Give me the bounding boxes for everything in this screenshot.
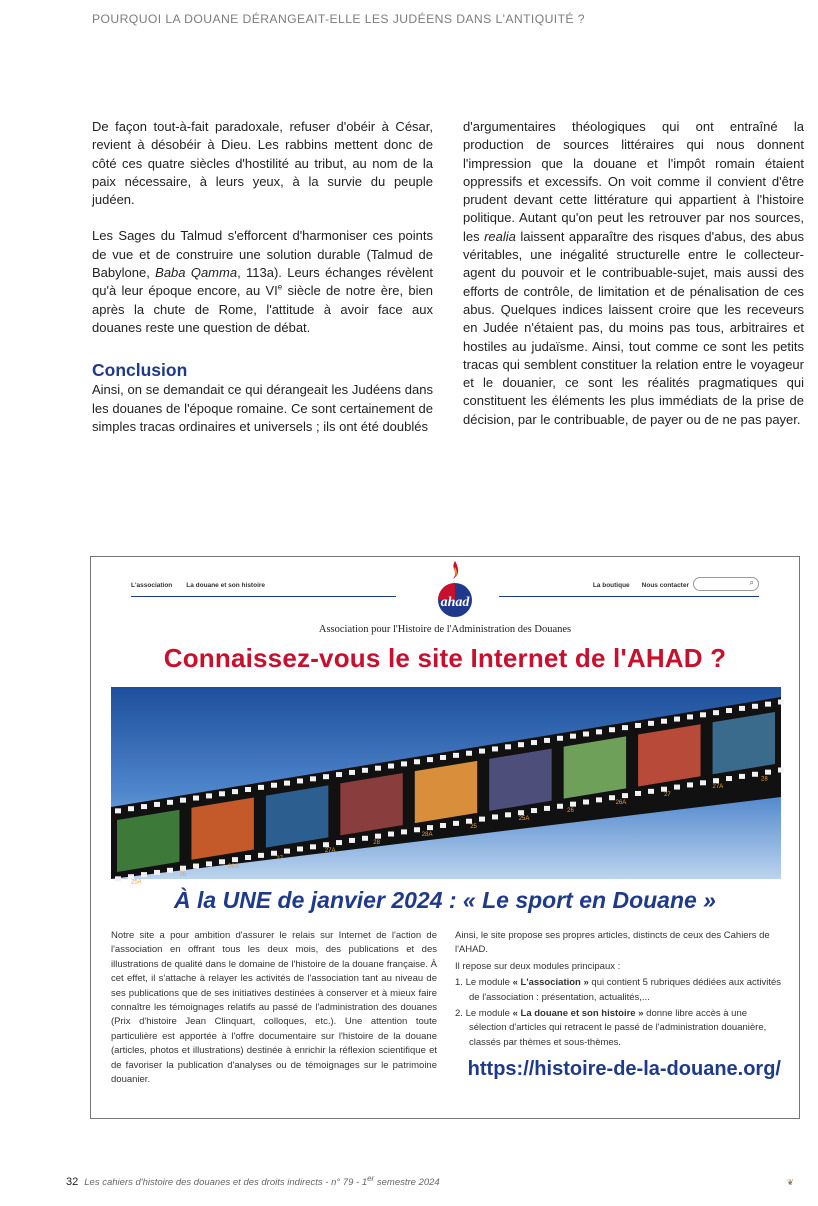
paragraph: Ainsi, on se demandait ce qui dérangeait les Judéens dans les douanes de l'époque romaine. Ce sont certainement de simples tracas ordinaires et universels ; ils ont été doublés (92, 382, 433, 434)
film-sprocket-hole (245, 787, 251, 792)
paragraph: De façon tout-à-fait paradoxale, refuser d'obéir à César, revient à désobéir à Dieu. Les rabbins mettent donc de côté ces quatre siècles d'hostilité au tribut, au nom de la paix nécessaire, à leurs yeux, à la survie du peuple judéen. (92, 119, 433, 208)
module-list (455, 976, 781, 1050)
film-sprocket-hole (193, 796, 199, 801)
film-sprocket-hole (336, 840, 342, 845)
film-sprocket-hole (739, 706, 745, 711)
film-sprocket-hole (414, 827, 420, 832)
film-sprocket-hole (687, 714, 693, 719)
film-sprocket-hole (492, 814, 498, 819)
paragraph: Les Sages du Talmud s'efforcent d'harmoniser ces points de vue et de construire une solution durable (Talmud de Babylone, Baba Qamma, 113a). Leurs échanges révèlent qu'à leur époque encore, au VIe siècle de notre ère, bien après la chute de Rome, l'attitude à avoir face aux douanes reste une question de débat. (92, 228, 434, 335)
film-sprocket-hole (622, 725, 628, 730)
film-sprocket-hole (752, 772, 758, 777)
film-sprocket-hole (154, 870, 160, 875)
film-sprocket-hole (583, 800, 589, 805)
film-sprocket-hole (388, 832, 394, 837)
ornament-icon: ❦ (787, 1178, 794, 1187)
ad-description: Notre site a pour ambition d'assurer le relais sur Internet de l'action de l'association en offrant tous les deux mois, des publications et des illustrations de qualité dans le domaine de l'histoire de la douane française. À cet effet, il s'attache à relayer les activités de l'association tant au niveau de ses publications que de ses initiatives destinées à conserver et à mieux faire connaître les témoignages relatifs au passé de l'administration des douanes (Prix d'histoire Jean Clinquart, colloques, etc.). Une attention toute particulière est apportée à l'offre documentaire sur l'histoire de la douane (articles, photos et illustrations) destinée à enrichir la réflexion scientifique et de favoriser la publication d'analyses ou de témoignages sur le patrimoine douanier. (111, 930, 437, 1086)
film-frame-photo (713, 712, 775, 774)
ad-modules (455, 929, 781, 1087)
film-sprocket-hole (635, 791, 641, 796)
ad-modules-lead: Il repose sur deux modules principaux : (455, 960, 621, 972)
film-sprocket-hole (661, 787, 667, 792)
film-sprocket-hole (609, 795, 615, 800)
film-sprocket-hole (570, 802, 576, 807)
film-sprocket-hole (258, 853, 264, 858)
film-sprocket-hole (115, 876, 121, 881)
film-sprocket-hole (206, 793, 212, 798)
film-sprocket-hole (310, 776, 316, 781)
film-frame-label: 25A (131, 879, 142, 886)
film-sprocket-hole (310, 844, 316, 849)
film-sprocket-hole (596, 729, 602, 734)
film-sprocket-hole (661, 719, 667, 724)
film-sprocket-hole (180, 866, 186, 871)
film-sprocket-hole (557, 736, 563, 741)
film-sprocket-hole (687, 782, 693, 787)
nav-divider (499, 596, 759, 597)
svg-text:ahad: ahad (440, 595, 470, 610)
ahad-advertisement (90, 556, 800, 1119)
film-sprocket-hole (271, 783, 277, 788)
film-frame-photo (564, 736, 626, 798)
film-sprocket-hole (388, 764, 394, 769)
film-frame-label: 26A (227, 863, 239, 870)
film-sprocket-hole (518, 742, 524, 747)
film-sprocket-hole (232, 857, 238, 862)
module-item: 1. Le module « L'association » qui contient 5 rubriques dédiées aux activités de l'association : présentation, actualités,... (455, 977, 782, 1003)
film-frame-photo (638, 724, 700, 786)
film-sprocket-hole (531, 740, 537, 745)
film-sprocket-hole (648, 789, 654, 794)
film-sprocket-hole (375, 834, 381, 839)
film-frame-label: 26A (615, 800, 627, 807)
film-sprocket-hole (505, 812, 511, 817)
film-sprocket-hole (284, 849, 290, 854)
ahad-logo-icon (433, 559, 477, 619)
nav-contact: Nous contacter (641, 582, 689, 589)
film-sprocket-hole (349, 770, 355, 775)
film-sprocket-hole (180, 798, 186, 803)
film-sprocket-hole (752, 704, 758, 709)
nav-boutique: La boutique (592, 582, 630, 589)
film-sprocket-hole (479, 749, 485, 754)
film-frame-photo (191, 798, 253, 860)
film-sprocket-hole (141, 872, 147, 877)
film-sprocket-hole (362, 768, 368, 773)
website-url: https://histoire-de-la-douane.org/ (467, 1058, 781, 1081)
film-frame-label: 28A (421, 831, 433, 838)
film-sprocket-hole (544, 738, 550, 743)
film-sprocket-hole (557, 804, 563, 809)
film-sprocket-hole (466, 819, 472, 824)
film-sprocket-hole (518, 810, 524, 815)
association-name: Association pour l'Histoire de l'Administration des Douanes (318, 624, 572, 635)
film-sprocket-hole (362, 836, 368, 841)
film-frame-label: 27A (324, 847, 336, 854)
film-sprocket-hole (778, 767, 784, 772)
film-sprocket-hole (765, 702, 771, 707)
film-sprocket-hole (726, 708, 732, 713)
article-body (92, 118, 804, 436)
ad-text-columns (111, 929, 781, 1087)
magnifier-icon: ⌕ (749, 578, 754, 587)
film-sprocket-hole (427, 757, 433, 762)
section-heading: Conclusion (92, 360, 188, 381)
film-sprocket-hole (141, 804, 147, 809)
film-frame-label: 26 (179, 871, 187, 878)
film-sprocket-hole (622, 793, 628, 798)
film-sprocket-hole (323, 774, 329, 779)
une-heading: À la UNE de janvier 2024 : « Le sport en Douane » (174, 887, 716, 913)
film-sprocket-hole (674, 717, 680, 722)
film-sprocket-hole (414, 759, 420, 764)
film-sprocket-hole (206, 861, 212, 866)
film-frame-label: 27A (712, 784, 724, 791)
film-sprocket-hole (349, 838, 355, 843)
film-sprocket-hole (258, 785, 264, 790)
search-box (693, 577, 759, 591)
film-sprocket-hole (232, 789, 238, 794)
film-frame-photo (489, 749, 551, 811)
film-sprocket-hole (128, 874, 134, 879)
film-sprocket-hole (713, 778, 719, 783)
film-sprocket-hole (297, 846, 303, 851)
italic-term: realia (484, 228, 516, 244)
article-column-right (463, 118, 804, 436)
film-sprocket-hole (765, 770, 771, 775)
film-sprocket-hole (375, 766, 381, 771)
film-sprocket-hole (427, 825, 433, 830)
film-sprocket-hole (609, 727, 615, 732)
film-sprocket-hole (492, 746, 498, 751)
article-column-left (92, 118, 433, 436)
film-sprocket-hole (245, 855, 251, 860)
film-sprocket-hole (193, 864, 199, 869)
film-frame-label: 28 (373, 839, 380, 846)
film-frame-photo (117, 810, 179, 872)
film-sprocket-hole (453, 821, 459, 826)
film-sprocket-hole (323, 842, 329, 847)
film-frame-label: 25A (518, 816, 530, 823)
running-header: POURQUOI LA DOUANE DÉRANGEAIT-ELLE LES JUDÉENS DANS L'ANTIQUITÉ ? (92, 12, 585, 26)
film-sprocket-hole (440, 755, 446, 760)
film-sprocket-hole (570, 734, 576, 739)
page-footer (66, 1173, 440, 1188)
module-item: 2. Le module « La douane et son histoire » donne libre accès à une sélection d'articles qui retracent le passé de l'administration douanière, classés par thèmes et sous-thèmes. (455, 1008, 767, 1048)
film-sprocket-hole (453, 753, 459, 758)
film-frame-photo (266, 785, 328, 847)
film-sprocket-hole (531, 808, 537, 813)
film-sprocket-hole (219, 859, 225, 864)
film-sprocket-hole (297, 778, 303, 783)
film-sprocket-hole (479, 817, 485, 822)
italic-reference: Baba Qamma (155, 265, 238, 281)
sport-photo-filmstrip (111, 687, 781, 886)
film-frame-label: 28 (761, 776, 768, 783)
nav-divider (131, 596, 396, 597)
ad-title: Connaissez-vous le site Internet de l'AHAD ? (163, 643, 727, 673)
film-sprocket-hole (713, 710, 719, 715)
film-sprocket-hole (154, 802, 160, 807)
film-sprocket-hole (115, 808, 121, 813)
film-sprocket-hole (726, 776, 732, 781)
film-sprocket-hole (674, 785, 680, 790)
film-sprocket-hole (167, 868, 173, 873)
film-sprocket-hole (284, 781, 290, 786)
film-sprocket-hole (635, 723, 641, 728)
film-sprocket-hole (700, 780, 706, 785)
film-sprocket-hole (401, 829, 407, 834)
film-sprocket-hole (505, 744, 511, 749)
film-frame-label: 26 (567, 808, 574, 815)
film-sprocket-hole (700, 712, 706, 717)
nav-association: L'association (131, 582, 173, 589)
ad-intro: Ainsi, le site propose ses propres articles, distincts de ceux des Cahiers de l'AHAD. (455, 930, 770, 956)
film-sprocket-hole (336, 772, 342, 777)
film-sprocket-hole (544, 806, 550, 811)
film-frame-label: 27 (276, 855, 284, 862)
film-sprocket-hole (739, 774, 745, 779)
nav-douane-histoire: La douane et son histoire (186, 582, 266, 589)
film-sprocket-hole (219, 791, 225, 796)
film-sprocket-hole (583, 732, 589, 737)
film-sprocket-hole (648, 721, 654, 726)
film-sprocket-hole (596, 797, 602, 802)
film-frame-label: 27 (664, 792, 671, 799)
film-sprocket-hole (778, 699, 784, 704)
film-sprocket-hole (167, 800, 173, 805)
film-frame-label: 25 (470, 824, 477, 831)
film-sprocket-hole (401, 761, 407, 766)
film-sprocket-hole (128, 806, 134, 811)
film-frame-photo (340, 773, 402, 835)
journal-reference: Les cahiers d'histoire des douanes et des droits indirects - n° 79 - 1er semestre 2024 (84, 1173, 440, 1188)
film-sprocket-hole (466, 751, 472, 756)
film-frame-photo (415, 761, 477, 823)
paragraph: d'argumentaires théologiques qui ont entraîné la production de sources littéraires qui nous donnent l'impression que la douane et l'impôt romain étaient oppressifs et excessifs. On voit comme il convient d'être prudent devant cette littérature qui appartient à l'histoire politique. Autant qu'on peut les retrouver par nos sources, les realia laissent apparaître des risques d'abus, des abus véritables, une inégalité structurelle entre le collecteur-agent du pouvoir et le contribuable-sujet, mais aussi des efforts de contrôle, de limitation et de pénalisation de ces abus. Quelques indices laissent croire que les receveurs en Judée n'étaient pas, du moins pas tous, arbitraires et hostiles au judaïsme. Ainsi, tout comme ce sont les petits tracas qui semblent constituer la relation entre le voyageur et le douanier, ce sont les réalités pragmatiques qui constituent les éléments les plus immédiats de la prise de décision, par le contribuable, de payer ou de ne pas payer. (463, 119, 805, 427)
film-sprocket-hole (440, 823, 446, 828)
page-number: 32 (66, 1176, 79, 1188)
